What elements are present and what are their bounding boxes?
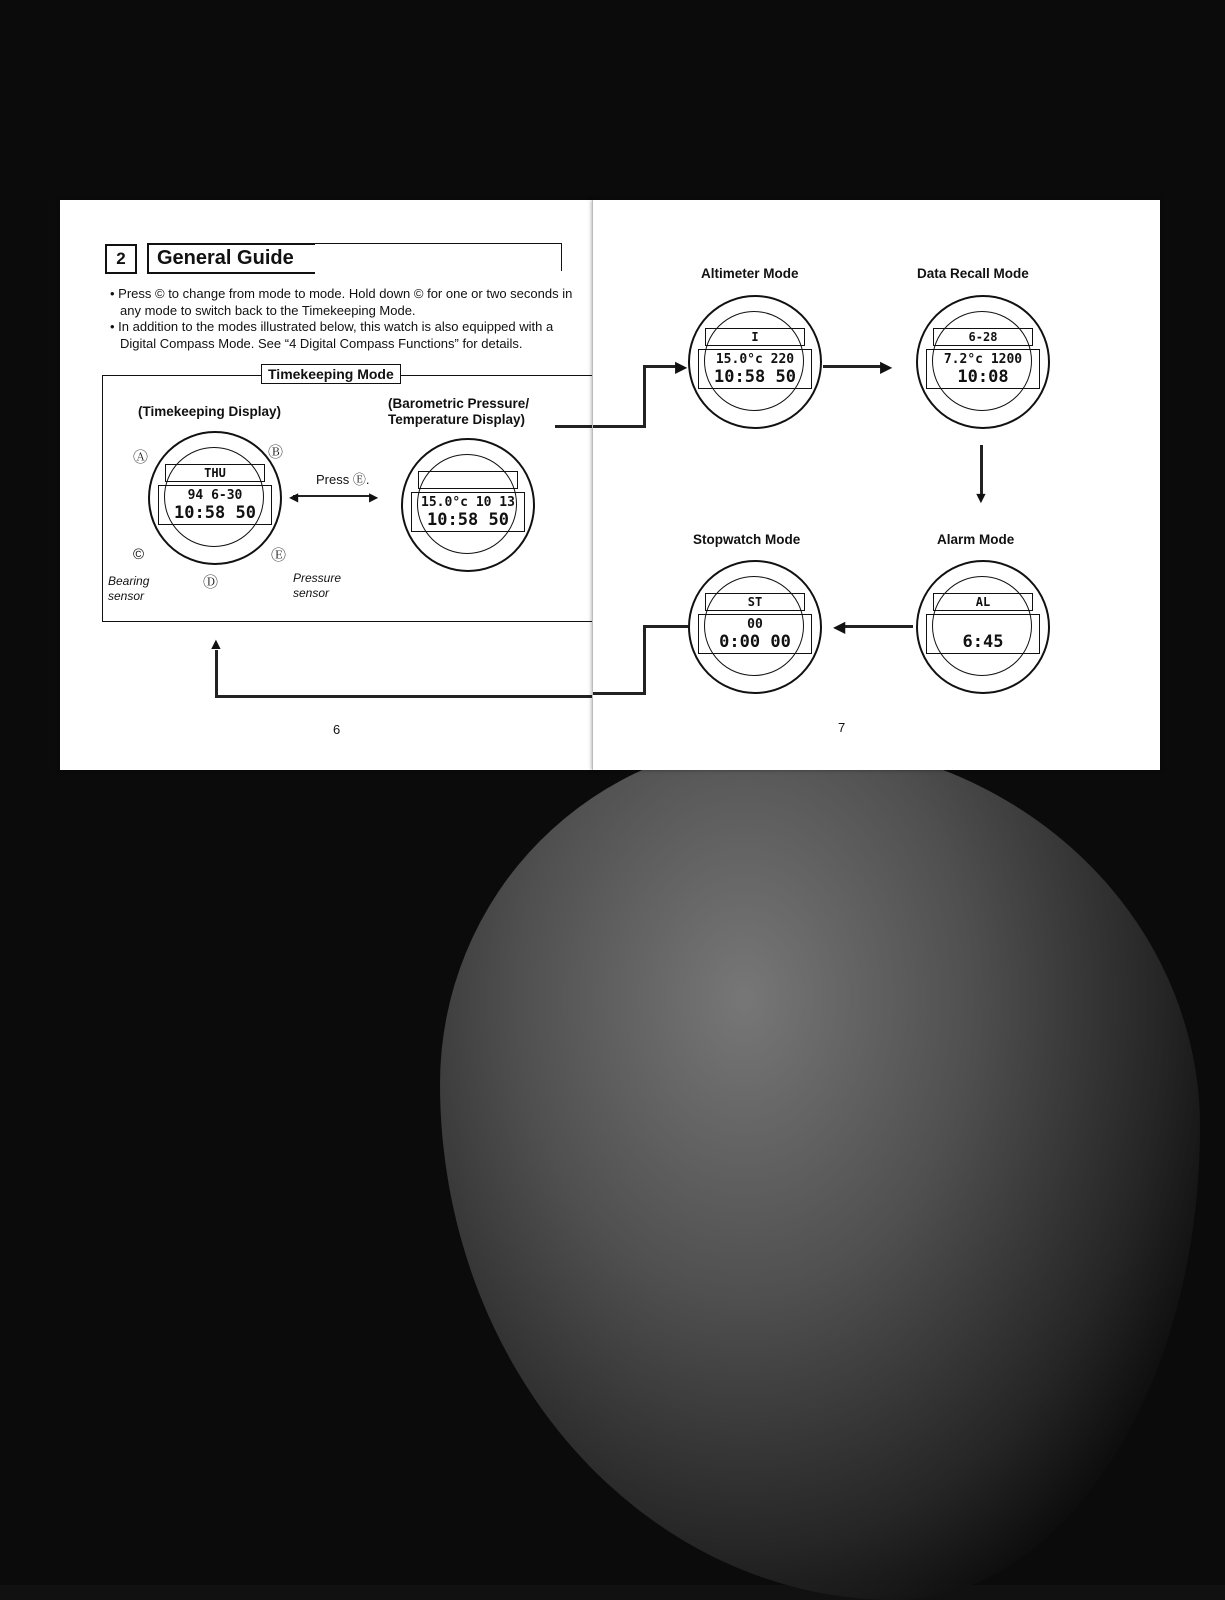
stopwatch-mode-label: Stopwatch Mode	[693, 532, 801, 547]
lcd-pressure: 15.0°c 10 13	[421, 495, 515, 510]
return-arrow-stem	[215, 650, 218, 698]
lcd-stop-time: 0:00 00	[719, 632, 791, 652]
connector-line	[555, 425, 595, 428]
watch-altimeter	[688, 295, 822, 429]
bullet-list	[110, 286, 580, 352]
lcd-al: AL	[933, 593, 1033, 611]
button-d-label: Ⓓ	[203, 574, 219, 591]
page-number-left: 6	[333, 722, 341, 737]
timekeeping-diagram	[102, 366, 595, 622]
lcd-recall-date: 6-28	[933, 328, 1033, 346]
watch-pressure	[401, 438, 535, 572]
page-number-right: 7	[838, 720, 846, 735]
lcd-time: 10:58 50	[714, 367, 796, 387]
data-recall-mode-label: Data Recall Mode	[917, 266, 1029, 281]
lcd-alarm-time: 6:45	[962, 632, 1004, 652]
arrow-left-icon: ◀	[833, 619, 846, 636]
stop-exit-v	[643, 625, 646, 695]
section-number: 2	[105, 244, 137, 274]
arrow-down-icon: ▼	[973, 490, 989, 507]
button-b-label: Ⓑ	[268, 444, 284, 461]
pressure-sensor-label: Pressure sensor	[293, 571, 342, 600]
bullet-1: • Press © to change from mode to mode. Hold down © for one or two seconds in any mode to switch back to the Timekeeping Mode.	[110, 286, 573, 318]
arrow-left-icon: ◀	[289, 490, 299, 504]
toggle-arrow	[293, 495, 373, 497]
lcd-altitude: 15.0°c 220	[715, 352, 795, 367]
watch-timekeeping	[148, 431, 282, 565]
arrow-right-icon: ▶	[880, 359, 893, 376]
lcd-graph	[418, 471, 518, 489]
lcd-recall-time: 10:08	[957, 367, 1009, 387]
lcd-day: THU	[165, 464, 265, 482]
lcd-date: 94 6-30	[187, 488, 243, 503]
return-arrow-line	[215, 695, 595, 698]
stop-exit-h	[593, 692, 646, 695]
button-c-label: ©	[133, 546, 145, 563]
section-heading	[105, 243, 315, 274]
press-e-text: Press Ⓔ.	[316, 472, 370, 487]
altimeter-mode-label: Altimeter Mode	[701, 266, 799, 281]
section-title: General Guide	[147, 243, 315, 274]
right-page	[592, 200, 1160, 770]
watch-data-recall	[916, 295, 1050, 429]
watch-stopwatch	[688, 560, 822, 694]
pressure-display-caption: (Barometric Pressure/ Temperature Display)	[388, 396, 530, 427]
left-page	[60, 200, 595, 770]
lcd-alt-indicator: I	[705, 328, 805, 346]
lcd-st: ST	[705, 593, 805, 611]
entry-arrow-v	[643, 365, 646, 428]
bullet-2: • In addition to the modes illustrated below, this watch is also equipped with a Digital Compass Mode. See “4 Digital Compass Functions” for details.	[110, 319, 554, 351]
entry-arrow-h	[593, 425, 645, 428]
recall-to-alarm-line	[980, 445, 983, 495]
arrow-right-icon: ▶	[369, 490, 379, 504]
lcd-stop-split: 00	[747, 617, 763, 632]
entry-arrow-top	[643, 365, 678, 368]
lcd-time: 10:58 50	[174, 503, 256, 523]
button-a-label: Ⓐ	[133, 449, 149, 466]
timekeeping-mode-label: Timekeeping Mode	[261, 364, 401, 384]
alarm-mode-label: Alarm Mode	[937, 532, 1015, 547]
alt-to-recall-line	[823, 365, 883, 368]
timekeeping-display-caption: (Timekeeping Display)	[138, 404, 282, 419]
lcd-recall-values: 7.2°c 1200	[943, 352, 1023, 367]
button-e-label: Ⓔ	[271, 547, 287, 564]
heading-rule	[306, 243, 562, 271]
arrow-up-icon: ▲	[208, 636, 224, 653]
alarm-to-stop-line	[843, 625, 913, 628]
bearing-sensor-label: Bearing sensor	[108, 574, 150, 603]
stop-exit-top	[643, 625, 688, 628]
lcd-time: 10:58 50	[427, 510, 509, 530]
watch-alarm	[916, 560, 1050, 694]
arrow-right-icon: ▶	[675, 359, 688, 376]
